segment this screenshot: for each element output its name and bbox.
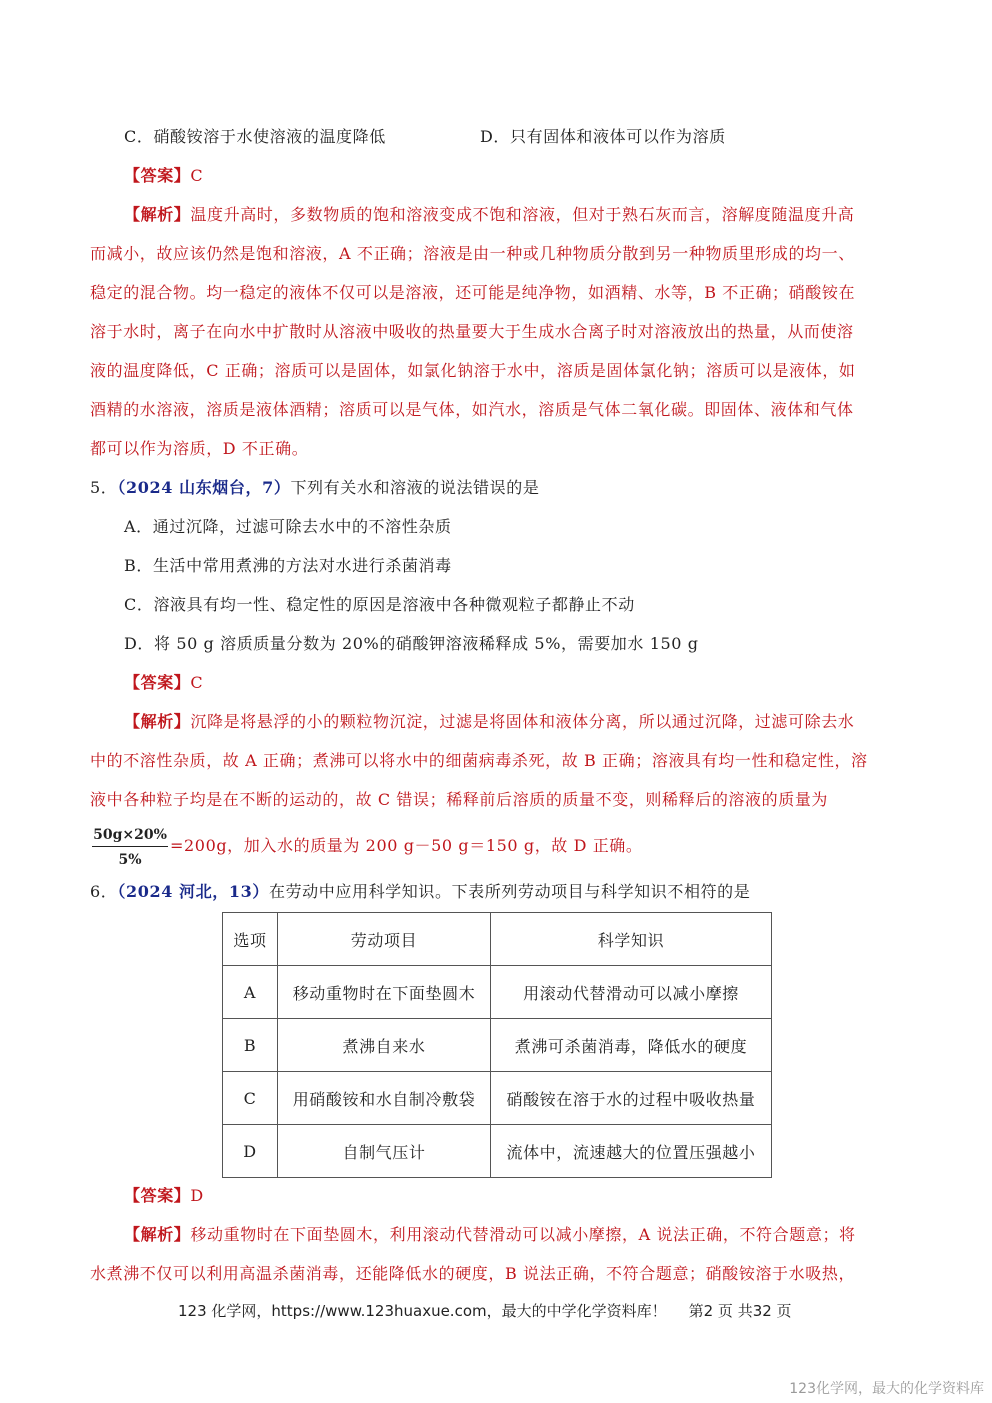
analysis-text: 沉降是将悬浮的小的颗粒物沉淀，过滤是将固体和液体分离，所以通过沉降，过滤可除去水	[190, 712, 855, 731]
q5-analysis-line-1: 中的不溶性杂质，故 A 正确；煮沸可以将水中的细菌病毒杀死，故 B 正确；溶液具有均一性和稳定性，溶	[90, 751, 868, 770]
q6-answer	[124, 1186, 204, 1206]
q6-analysis-line-0	[124, 1225, 856, 1245]
footer-text: 123 化学网，https://www.123huaxue.com，最大的中学化学资料库！	[178, 1302, 667, 1320]
table-header-row	[223, 913, 772, 966]
answer-value: D	[190, 1186, 204, 1205]
table-cell: A	[223, 966, 278, 1019]
analysis-tag: 【解析】	[124, 1225, 191, 1244]
table-cell: 用滚动代替滑动可以减小摩擦	[491, 966, 772, 1019]
table-cell: D	[223, 1125, 278, 1178]
q4-analysis-line-5: 酒精的水溶液，溶质是液体酒精；溶质可以是气体，如汽水，溶质是气体二氧化碳。即固体、液体和气体	[90, 400, 854, 419]
q5-option-a: A．通过沉降，过滤可除去水中的不溶性杂质	[124, 517, 452, 536]
table-row	[223, 966, 772, 1019]
page-footer	[178, 1300, 792, 1321]
table-header: 劳动项目	[278, 913, 491, 966]
analysis-text: 温度升高时，多数物质的饱和溶液变成不饱和溶液，但对于熟石灰而言，溶解度随温度升高	[190, 205, 855, 224]
table-row	[223, 1125, 772, 1178]
question-number: 5．	[90, 478, 118, 497]
question-text: 在劳动中应用科学知识。下表所列劳动项目与科学知识不相符的是	[268, 882, 751, 901]
table-header: 选项	[223, 913, 278, 966]
q6-table	[222, 912, 772, 1178]
q4-analysis-line-0	[124, 205, 854, 225]
q5-analysis-line-2: 液中各种粒子均是在不断的运动的，故 C 错误；稀释前后溶质的质量不变，则稀释后的溶液的质量为	[90, 790, 829, 809]
q4-analysis-line-3: 溶于水时，离子在向水中扩散时从溶液中吸收的热量要大于生成水合离子时对溶液放出的热量，从而使溶	[90, 322, 854, 341]
q5-analysis-line-0	[124, 712, 854, 732]
page-number: 第2 页 共32 页	[688, 1302, 792, 1320]
question-text: 下列有关水和溶液的说法错误的是	[290, 478, 540, 497]
q4-analysis-line-2: 稳定的混合物。均一稳定的液体不仅可以是溶液，还可能是纯净物，如酒精、水等，B 不正确；硝酸铵在	[90, 283, 856, 302]
q5-fraction-result: =200g，加入水的质量为 200 g－50 g＝150 g，故 D 正确。	[170, 836, 643, 855]
q4-option-c: C．硝酸铵溶于水使溶液的温度降低	[124, 127, 386, 146]
watermark: 123化学网，最大的化学资料库	[789, 1381, 984, 1397]
table-cell: 移动重物时在下面垫圆木	[278, 966, 491, 1019]
fraction-numerator: 50g×20%	[92, 826, 168, 847]
table-cell: 硝酸铵在溶于水的过程中吸收热量	[491, 1072, 772, 1125]
table-header: 科学知识	[491, 913, 772, 966]
question-number: 6．	[90, 882, 118, 901]
q5-option-d: D．将 50 g 溶质质量分数为 20%的硝酸钾溶液稀释成 5%，需要加水 150 g	[124, 634, 699, 653]
q5-option-b: B．生活中常用煮沸的方法对水进行杀菌消毒	[124, 556, 452, 575]
q5-option-c: C．溶液具有均一性、稳定性的原因是溶液中各种微观粒子都静止不动	[124, 595, 635, 614]
table-cell: 煮沸可杀菌消毒，降低水的硬度	[491, 1019, 772, 1072]
q4-analysis-line-1: 而减小，故应该仍然是饱和溶液，A 不正确；溶液是由一种或几种物质分散到另一种物质里形成的均一、	[90, 244, 855, 263]
table-row	[223, 1072, 772, 1125]
q6-analysis-line-1: 水煮沸不仅可以利用高温杀菌消毒，还能降低水的硬度，B 说法正确，不符合题意；硝酸铵溶于水吸热，	[90, 1264, 856, 1283]
table-cell: 煮沸自来水	[278, 1019, 491, 1072]
q4-answer	[124, 166, 203, 186]
table-cell: C	[223, 1072, 278, 1125]
answer-value: C	[190, 673, 204, 692]
answer-tag: 【答案】	[124, 1186, 191, 1205]
analysis-tag: 【解析】	[124, 712, 191, 731]
q5-stem	[90, 478, 539, 498]
q4-option-d: D．只有固体和液体可以作为溶质	[480, 127, 726, 146]
table-cell: 用硝酸铵和水自制冷敷袋	[278, 1072, 491, 1125]
question-source: （2024 山东烟台，7）	[117, 478, 291, 497]
question-source: （2024 河北，13）	[117, 882, 269, 901]
analysis-tag: 【解析】	[124, 205, 191, 224]
fraction-denominator: 5%	[118, 852, 142, 868]
q4-analysis-line-4: 液的温度降低，C 正确；溶质可以是固体，如氯化钠溶于水中，溶质是固体氯化钠；溶质可以是液体，如	[90, 361, 856, 380]
analysis-text: 移动重物时在下面垫圆木，利用滚动代替滑动可以减小摩擦，A 说法正确，不符合题意；将	[190, 1225, 856, 1244]
table-cell: 流体中，流速越大的位置压强越小	[491, 1125, 772, 1178]
table-cell: 自制气压计	[278, 1125, 491, 1178]
q5-answer	[124, 673, 203, 693]
q4-analysis-line-6: 都可以作为溶质，D 不正确。	[90, 439, 309, 458]
answer-tag: 【答案】	[124, 166, 191, 185]
answer-tag: 【答案】	[124, 673, 191, 692]
table-cell: B	[223, 1019, 278, 1072]
answer-value: C	[190, 166, 204, 185]
q6-stem	[90, 882, 750, 902]
fraction	[92, 826, 168, 869]
table-row	[223, 1019, 772, 1072]
